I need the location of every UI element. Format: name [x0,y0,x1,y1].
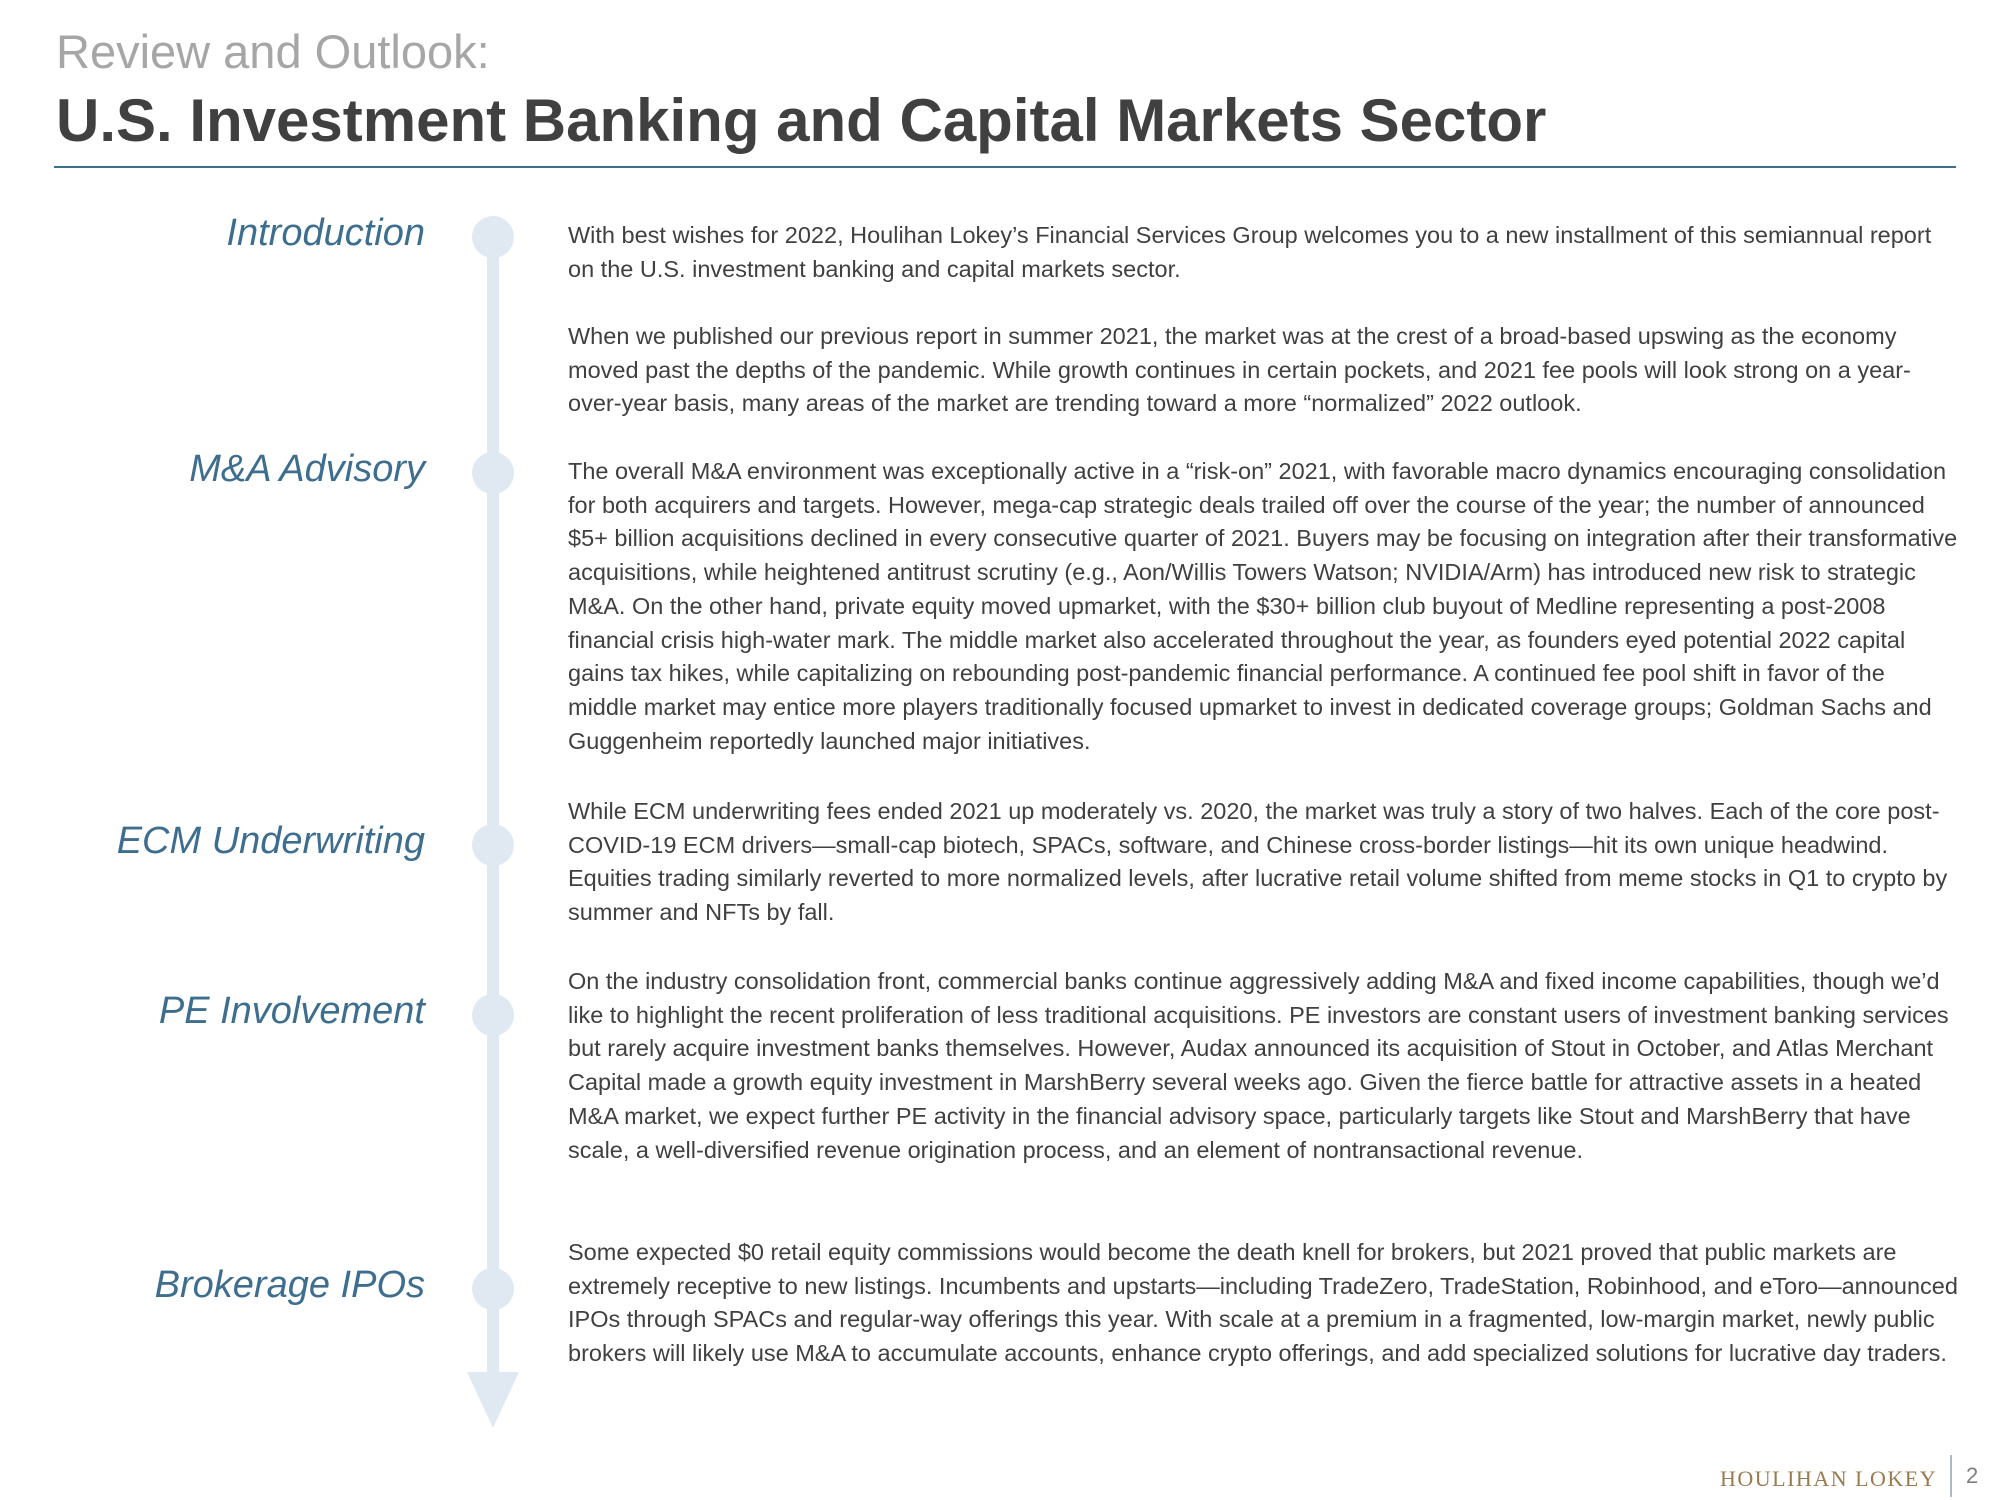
section-label-ma-advisory: M&A Advisory [189,448,425,490]
page-number: 2 [1966,1463,1979,1488]
paragraph-pe-involvement: On the industry consolidation front, commercial banks continue aggressively adding M&A and fixed income capabilities, though we’d like to highlight the recent proliferation of less traditional acquisitions. PE investors are constant users of investment banking services but rarely acquire investment banks themselves. However, Audax announced its acquisition of Stout in October, and Atlas Merchant Capital made a growth equity investment in MarshBerry several weeks ago. Given the fierce battle for attractive assets in a heated M&A market, we expect further PE activity in the financial advisory space, particularly targets like Stout and MarshBerry that have scale, a well-diversified revenue origination process, and an element of nontransactional revenue. [568,968,1949,1163]
timeline-dot-introduction [472,216,514,258]
paragraph-introduction-2: When we published our previous report in summer 2021, the market was at the crest of a broad-based upswing as the economy moved past the depths of the pandemic. While growth continues in certain pockets, and 2021 fee pools will look strong on a year-over-year basis, many areas of the market are trending toward a more “normalized” 2022 outlook. [568,323,1911,417]
page-title: U.S. Investment Banking and Capital Markets Sector [56,87,1547,154]
houlihan-lokey-logo: HOULIHAN LOKEY [1720,1466,1938,1491]
timeline-dot-ecm-underwriting [472,824,514,866]
timeline-dot-pe-involvement [472,994,514,1036]
paragraph-introduction-1: With best wishes for 2022, Houlihan Lokey’s Financial Services Group welcomes you to a new installment of this semiannual report on the U.S. investment banking and capital markets sector. [568,222,1932,282]
section-label-ecm-underwriting: ECM Underwriting [116,820,425,862]
timeline-dot-ma-advisory [472,452,514,494]
paragraph-ma-advisory: The overall M&A environment was exceptionally active in a “risk-on” 2021, with favorable macro dynamics encouraging consolidation for both acquirers and targets. However, mega-cap strategic deals trailed off over the course of the year; the number of announced $5+ billion acquisitions declined in every consecutive quarter of 2021. Buyers may be focusing on integration after their transformative acquisitions, while heightened antitrust scrutiny (e.g., Aon/Willis Towers Watson; NVIDIA/Arm) has introduced new risk to strategic M&A. On the other hand, private equity moved upmarket, with the $30+ billion club buyout of Medline representing a post-2008 financial crisis high-water mark. The middle market also accelerated throughout the year, as founders eyed potential 2022 capital gains tax hikes, while capitalizing on rebounding post-pandemic financial performance. A continued fee pool shift in favor of the middle market may entice more players traditionally focused upmarket to invest in dedicated coverage groups; Goldman Sachs and Guggenheim reportedly launched major initiatives. [568,458,1958,754]
timeline-line [487,232,499,1382]
footer-divider [1950,1455,1952,1497]
title-divider [54,166,1956,168]
section-label-introduction: Introduction [226,212,425,254]
timeline-arrow-icon [467,1372,519,1428]
paragraph-brokerage-ipos: Some expected $0 retail equity commissions would become the death knell for brokers, but 2021 proved that public markets are extremely receptive to new listings. Incumbents and upstarts—including TradeZero, TradeStation, Robinhood, and eToro—announced IPOs through SPACs and regular-way offerings this year. With scale at a premium in a fragmented, low-margin market, newly public brokers will likely use M&A to accumulate accounts, enhance crypto offerings, and add specialized solutions for lucrative day traders. [568,1239,1958,1367]
timeline-dot-brokerage-ipos [472,1268,514,1310]
paragraph-ecm-underwriting: While ECM underwriting fees ended 2021 up moderately vs. 2020, the market was truly a story of two halves. Each of the core post-COVID-19 ECM drivers—small-cap biotech, SPACs, software, and Chinese cross-border listings—hit its own unique headwind. Equities trading similarly reverted to more normalized levels, after lucrative retail volume shifted from meme stocks in Q1 to crypto by summer and NFTs by fall. [568,798,1948,926]
page-supertitle: Review and Outlook: [56,25,490,78]
section-label-brokerage-ipos: Brokerage IPOs [154,1264,425,1306]
section-label-pe-involvement: PE Involvement [158,990,425,1032]
